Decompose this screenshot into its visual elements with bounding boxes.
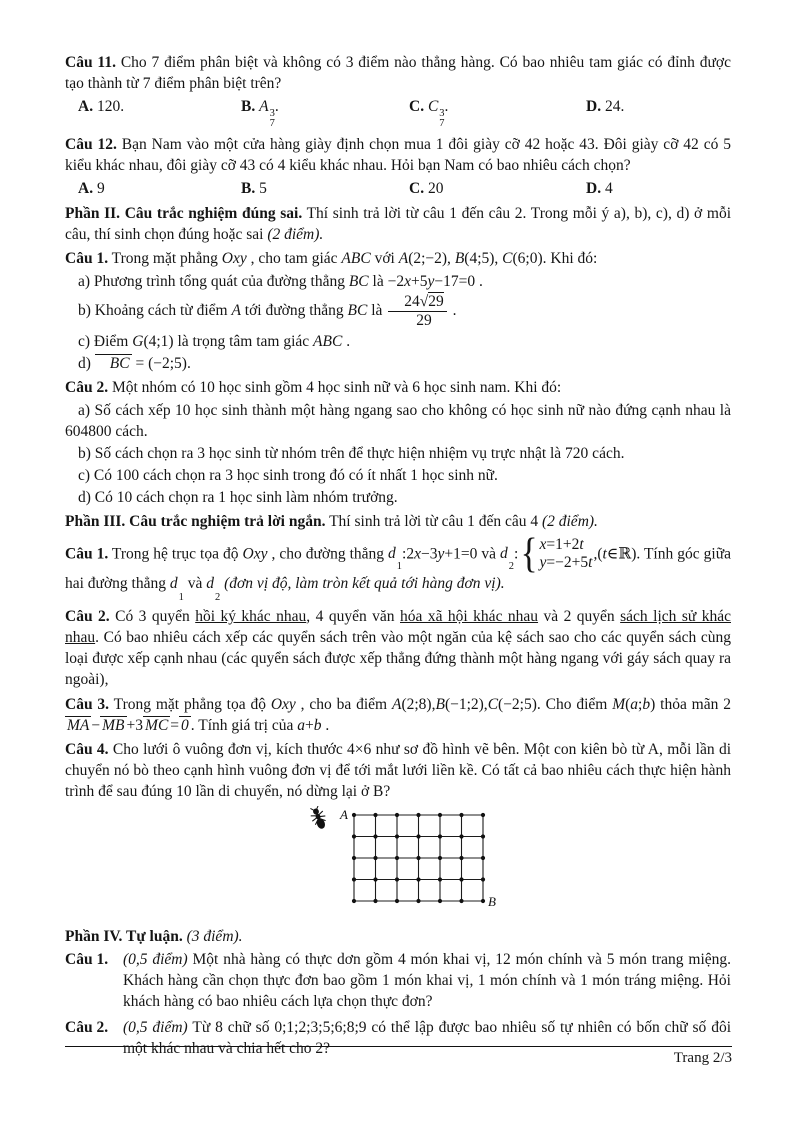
question-12: Câu 12. Bạn Nam vào một cửa hàng giày định chọn mua 1 đôi giày cỡ 42 hoặc 43. Đôi giày cỡ 42 có 5 kiểu khác nhau, đôi giày cỡ 43 có 4 kiểu khác nhau. Hỏi bạn Nam có bao nhiêu cách chọn? bbox=[65, 135, 731, 174]
question-11: Câu 11. Cho 7 điểm phân biệt và không có 3 điểm nào thẳng hàng. Có bao nhiêu tam giác có đỉnh được tạo thành từ 7 điểm phân biệt trên? bbox=[65, 54, 731, 93]
part-2-heading: Phần II. Câu trắc nghiệm đúng sai. Thí sinh trả lời từ câu 1 đến câu 2. Trong mỗi ý a), b), c), d) ở mỗi câu, thí sinh chọn đúng hoặc sai (2 điểm). bbox=[65, 204, 732, 243]
part3-question-3: Câu 3. Trong mặt phẳng tọa độ Oxy , cho ba điểm A(2;8),B(−1;2),C(−2;5). Cho điểm M(a;b) thỏa mãn 2MA − MB +3 MC = 0 . Tính giá trị của a+b . bbox=[65, 695, 731, 734]
part2-q2-item-d: d) Có 10 cách chọn ra 1 học sinh làm nhóm trưởng. bbox=[78, 489, 398, 507]
vector-overline: MB bbox=[102, 716, 125, 734]
page-footer bbox=[65, 1046, 732, 1068]
part2-question-1: Câu 1. Trong mặt phẳng Oxy , cho tam giác ABC với A(2;−2), B(4;5), C(6;0). Khi đó: bbox=[65, 249, 598, 267]
math-symbol: d 1 bbox=[169, 575, 184, 603]
answer-option: C. C 3 7 . bbox=[409, 98, 449, 130]
vector-overline: BC bbox=[95, 354, 132, 373]
part-3-heading: Phần III. Câu trắc nghiệm trả lời ngắn. Thí sinh trả lời từ câu 1 đến câu 4 (2 điểm). bbox=[65, 513, 598, 531]
part3-question-1: Câu 1. Trong hệ trục tọa độ Oxy , cho đường thẳng d 1 :2x−3y+1=0 và d 2 : { x=1+2t y=−2+5t ,(t∈ℝ). Tính góc giữa hai đường thẳng d 1 và d 2 (đơn vị độ, làm tròn kết quả tới hàng đơn vị). bbox=[65, 531, 731, 603]
question-text: (0,5 điểm) Từ 8 chữ số 0;1;2;3;5;6;8;9 có thể lập được bao nhiêu số tự nhiên có bốn chữ số đôi một khác nhau và chia hết cho 2? bbox=[123, 1019, 732, 1058]
part3-question-4: Câu 4. Cho lưới ô vuông đơn vị, kích thước 4×6 như sơ đồ hình vẽ bên. Một con kiên bò từ A, mỗi lần di chuyển nó bò theo cạnh hình vuông đơn vị để tới mắt lưới liền kề. Có tất cả bao nhiêu cách thực hiện hành trình để sau đúng 10 lần di chuyển, nó dừng lại ở B? bbox=[65, 740, 731, 800]
answer-option: A. 9 bbox=[78, 179, 105, 197]
answer-option: B. 5 bbox=[241, 179, 267, 197]
answer-option: D. 4 bbox=[586, 179, 613, 197]
part2-q1-item-c: c) Điểm G(4;1) là trọng tâm tam giác ABC . bbox=[78, 332, 351, 350]
grid-figure bbox=[308, 806, 731, 910]
part2-q1-item-d: d) BC = (−2;5). bbox=[78, 354, 191, 372]
math-symbol: C 3 7 bbox=[427, 98, 445, 130]
question-text: (0,5 điểm) Một nhà hàng có thực dơn gồm 4 món khai vị, 12 món chính và 5 món trang miệng. Khách hàng cần chọn thực đơn bao gồm 1 món khai vị, 1 món chính và 1 món tráng miệng. Hỏi khách hàng có bao nhiêu cách lựa chọn thực đơn? bbox=[123, 951, 731, 1011]
part2-q1-item-a: a) Phương trình tổng quát của đường thẳng BC là −2x+5y−17=0 . bbox=[78, 273, 483, 291]
vector-overline: MC bbox=[145, 716, 169, 734]
part2-q2-item-c: c) Có 100 cách chọn ra 3 học sinh trong đó có ít nhất 1 học sinh nữ. bbox=[78, 467, 498, 485]
answer-option: D. 24. bbox=[586, 98, 625, 116]
part2-q2-item-a: a) Số cách xếp 10 học sinh thành một hàng ngang sao cho không có học sinh nữ nào đứng cạnh nhau là 604800 cách. bbox=[65, 402, 731, 441]
page-number: Trang 2/3 bbox=[673, 1050, 732, 1066]
answer-option: B. A 3 7 . bbox=[241, 98, 279, 130]
vector-overline: 0 bbox=[181, 716, 189, 734]
math-system: { x=1+2t y=−2+5t bbox=[520, 531, 593, 578]
part3-question-2: Câu 2. Có 3 quyển hồi ký khác nhau, 4 quyển văn hóa xã hội khác nhau và 2 quyển sách lịch sử khác nhau. Có bao nhiêu cách xếp các quyển sách trên vào một ngăn của kệ sách sao cho các quyển sách cùng loại được xếp cạnh nhau (các quyển sách được xếp thẳng đứng thành một hàng ngang với gáy sách quay ra ngoài), bbox=[65, 608, 731, 689]
ant-icon bbox=[308, 806, 330, 833]
math-symbol: A 3 7 bbox=[259, 98, 275, 130]
math-symbol: d 2 bbox=[500, 545, 515, 573]
question-11-options bbox=[65, 96, 731, 129]
grid-label-a: A bbox=[340, 806, 348, 822]
part2-q1-item-b: b) Khoảng cách từ điểm A tới đường thẳng BC là $\frac{24√29}{29}$ . bbox=[78, 293, 457, 330]
math-symbol: d 2 bbox=[206, 575, 221, 603]
math-symbol: d 1 bbox=[388, 545, 403, 573]
vector-overline: MA bbox=[67, 716, 90, 734]
part-4-heading: Phần IV. Tự luận. (3 điểm). bbox=[65, 927, 243, 945]
question-12-options bbox=[65, 178, 731, 199]
answer-option: A. 120. bbox=[78, 98, 125, 116]
part4-question-1 bbox=[65, 949, 731, 1012]
grid-diagram bbox=[338, 806, 505, 911]
question-label: Câu 2. bbox=[65, 1019, 109, 1037]
question-label: Câu 1. bbox=[65, 951, 109, 969]
part2-q2-item-b: b) Số cách chọn ra 3 học sinh từ nhóm trên để thực hiện nhiệm vụ trực nhật là 720 cách. bbox=[78, 445, 625, 463]
grid-label-b: B bbox=[488, 893, 496, 909]
math-fraction: $\frac{24√29}{29}$ bbox=[388, 293, 447, 330]
ant-icon-box bbox=[308, 806, 330, 839]
part2-question-2: Câu 2. Một nhóm có 10 học sinh gồm 4 học sinh nữ và 6 học sinh nam. Khi đó: bbox=[65, 378, 562, 396]
answer-option: C. 20 bbox=[409, 179, 444, 197]
document-body bbox=[65, 52, 731, 1059]
